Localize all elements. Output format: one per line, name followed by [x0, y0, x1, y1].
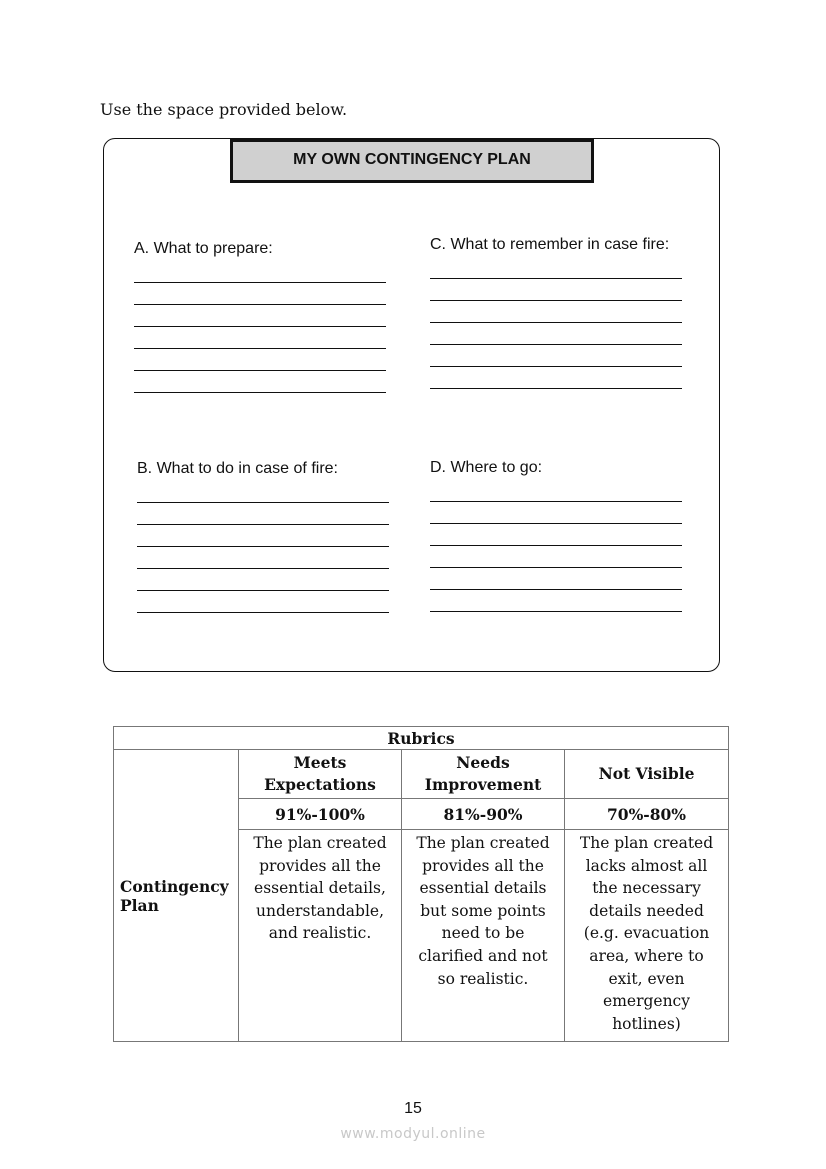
watermark: www.modyul.online — [340, 1126, 486, 1142]
description-cell: The plan created provides all the essential details but some points need to be clarified and not so realistic. — [402, 830, 565, 1042]
section-what-to-prepare — [134, 237, 386, 393]
answer-line[interactable] — [137, 546, 389, 547]
answer-line[interactable] — [430, 589, 682, 590]
instruction-text: Use the space provided below. — [100, 100, 348, 119]
section-where-to-go — [430, 456, 682, 612]
answer-line[interactable] — [430, 322, 682, 323]
answer-line[interactable] — [430, 344, 682, 345]
column-header: Needs Improvement — [402, 750, 565, 799]
answer-line[interactable] — [137, 502, 389, 503]
answer-line[interactable] — [134, 392, 386, 393]
answer-line[interactable] — [134, 282, 386, 283]
description-cell: The plan created provides all the essential details, understandable, and realistic. — [239, 830, 402, 1042]
percentage-cell: 91%-100% — [239, 799, 402, 830]
page-number: 15 — [404, 1100, 422, 1117]
section-label: C. What to remember in case fire: — [430, 236, 670, 253]
answer-line[interactable] — [134, 348, 386, 349]
answer-line[interactable] — [430, 611, 682, 612]
rubric-title: Rubrics — [114, 727, 729, 750]
section-what-to-do — [137, 457, 389, 613]
section-label: A. What to prepare: — [134, 240, 273, 257]
percentage-cell: 70%-80% — [565, 799, 729, 830]
answer-line[interactable] — [134, 304, 386, 305]
answer-line[interactable] — [137, 568, 389, 569]
row-label-contingency-plan: Contingency Plan — [114, 750, 239, 1042]
description-cell: The plan created lacks almost all the necessary details needed (e.g. evacuation area, where to exit, even emergency hotlines) — [565, 830, 729, 1042]
answer-line[interactable] — [430, 278, 682, 279]
percentage-cell: 81%-90% — [402, 799, 565, 830]
plan-title: MY OWN CONTINGENCY PLAN — [230, 139, 594, 183]
answer-line[interactable] — [430, 388, 682, 389]
answer-line[interactable] — [430, 366, 682, 367]
answer-line[interactable] — [137, 612, 389, 613]
answer-line[interactable] — [430, 300, 682, 301]
section-label: D. Where to go: — [430, 459, 543, 476]
column-header: Not Visible — [565, 750, 729, 799]
section-label: B. What to do in case of fire: — [137, 460, 338, 477]
answer-line[interactable] — [430, 545, 682, 546]
answer-line[interactable] — [430, 523, 682, 524]
answer-line[interactable] — [430, 501, 682, 502]
section-what-to-remember — [430, 233, 682, 389]
answer-line[interactable] — [137, 590, 389, 591]
answer-line[interactable] — [134, 370, 386, 371]
rubric-table — [113, 726, 729, 1042]
answer-line[interactable] — [137, 524, 389, 525]
answer-line[interactable] — [430, 567, 682, 568]
column-header: Meets Expectations — [239, 750, 402, 799]
answer-line[interactable] — [134, 326, 386, 327]
